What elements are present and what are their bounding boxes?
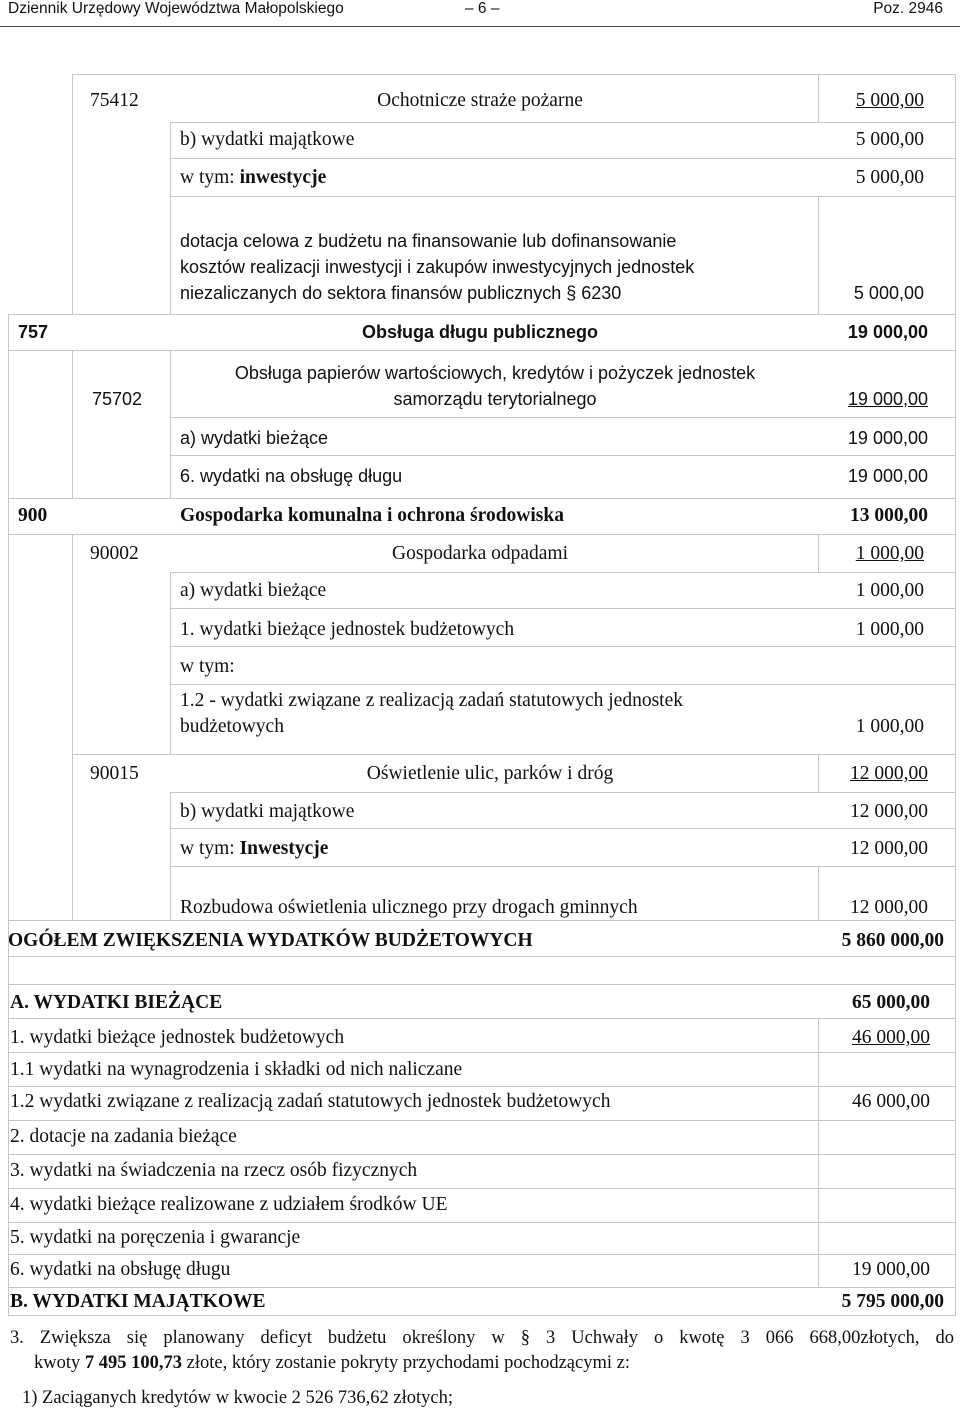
grid-line (170, 350, 171, 498)
investments-row: w tym: inwestycje (180, 167, 327, 188)
current-total-amount: 65 000,00 (852, 992, 930, 1013)
position-number: Poz. 2946 (873, 0, 943, 17)
page-number: – 6 – (465, 0, 500, 17)
deficit-item-1: 1) Zaciąganych kredytów w kwocie 2 526 736,62 złotych; (22, 1388, 454, 1408)
grid-line (8, 1222, 956, 1223)
chapter-title-line-2: samorządu terytorialnego (393, 389, 597, 409)
grid-line (170, 196, 956, 197)
list-item-label: 3. wydatki na świadczenia na rzecz osób fizycznych (10, 1160, 418, 1181)
grid-line (8, 1315, 956, 1316)
investments-amount: 5 000,00 (855, 167, 924, 188)
grid-line (72, 754, 956, 755)
chapter-title: Gospodarka odpadami (392, 543, 568, 564)
capital-total-label: B. WYDATKI MAJĄTKOWE (10, 1291, 266, 1312)
subsidy-line-3: niezaliczanych do sektora finansów publicznych § 6230 (180, 283, 622, 303)
current-expenses-amount: 19 000,00 (847, 428, 928, 448)
list-item-label: 2. dotacje na zadania bieżące (10, 1126, 237, 1147)
grid-line (955, 74, 956, 1315)
grid-line (72, 534, 73, 920)
grid-line (8, 1120, 956, 1121)
current-total-label: A. WYDATKI BIEŻĄCE (10, 992, 223, 1013)
grid-line (170, 572, 171, 754)
investments-amount: 12 000,00 (850, 838, 928, 859)
current-expenses-label: a) wydatki bieżące (180, 428, 329, 448)
section-amount: 13 000,00 (850, 505, 928, 526)
grid-line (170, 608, 956, 609)
grid-line (8, 920, 956, 921)
statutory-amount: 1 000,00 (855, 716, 924, 737)
list-item-label: 1.2 wydatki związane z realizacją zadań statutowych jednostek budżetowych (10, 1091, 611, 1112)
subsidy-line-2: kosztów realizacji inwestycji i zakupów inwestycyjnych jednostek (180, 257, 695, 277)
chapter-title-line-1: Obsługa papierów wartościowych, kredytów i pożyczek jednostek (234, 363, 756, 383)
project-label: Rozbudowa oświetlenia ulicznego przy drogach gminnych (180, 897, 638, 918)
budget-units-label: 1. wydatki bieżące jednostek budżetowych (180, 619, 515, 640)
deficit-paragraph-line-1: 3. Zwiększa się planowany deficyt budżetu określony w § 3 Uchwały o kwotę 3 066 668,00złotych, do (10, 1328, 954, 1348)
grid-line (170, 455, 956, 456)
capital-expenses-label: b) wydatki majątkowe (180, 801, 355, 822)
chapter-amount: 1 000,00 (855, 543, 924, 564)
grid-line (72, 74, 956, 75)
current-expenses-amount: 1 000,00 (855, 580, 924, 601)
subsidy-line-1: dotacja celowa z budżetu na finansowanie lub dofinansowanie (180, 231, 677, 251)
list-item-label: 1. wydatki bieżące jednostek budżetowych (10, 1027, 345, 1048)
grid-line (72, 74, 73, 314)
chapter-title: Oświetlenie ulic, parków i dróg (366, 763, 614, 784)
grid-line (8, 1254, 956, 1255)
grid-line (170, 646, 956, 647)
grid-line (8, 956, 956, 957)
capital-expenses-amount: 12 000,00 (850, 801, 928, 822)
subsidy-amount: 5 000,00 (853, 283, 924, 303)
section-amount: 19 000,00 (847, 322, 928, 342)
grid-line (8, 984, 956, 985)
grid-line (818, 1018, 819, 1287)
page-header (0, 0, 960, 26)
chapter-amount: 5 000,00 (855, 90, 924, 111)
deficit-paragraph-line-2: kwoty 7 495 100,73 złote, który zostanie pokryty przychodami pochodzącymi z: (34, 1353, 630, 1373)
grid-line (8, 1052, 956, 1053)
grid-line (8, 1018, 956, 1019)
debt-service-amount: 19 000,00 (847, 466, 928, 486)
total-label: OGÓŁEM ZWIĘKSZENIA WYDATKÓW BUDŻETOWYCH (8, 930, 533, 951)
grid-line (8, 314, 956, 315)
grid-line (170, 792, 956, 793)
grid-line (8, 1287, 956, 1288)
total-amount: 5 860 000,00 (841, 930, 944, 951)
grid-line (170, 417, 956, 418)
current-expenses-label: a) wydatki bieżące (180, 580, 327, 601)
grid-line (8, 1188, 956, 1189)
grid-line (170, 684, 956, 685)
section-code: 757 (18, 322, 49, 342)
of-which-label: w tym: (180, 656, 235, 677)
project-amount: 12 000,00 (850, 897, 928, 918)
statutory-line-2: budżetowych (180, 716, 284, 737)
list-item-label: 4. wydatki bieżące realizowane z udziałem środków UE (10, 1194, 448, 1215)
chapter-code: 75412 (90, 90, 139, 111)
grid-line (170, 572, 956, 573)
list-item-label: 6. wydatki na obsługę długu (10, 1259, 231, 1280)
grid-line (170, 866, 956, 867)
grid-line (170, 158, 956, 159)
list-item-amount: 46 000,00 (852, 1027, 930, 1048)
chapter-code: 75702 (92, 389, 143, 409)
chapter-code: 90002 (90, 543, 139, 564)
header-rule (0, 26, 960, 27)
capital-total-amount: 5 795 000,00 (841, 1291, 944, 1312)
section-title: Gospodarka komunalna i ochrona środowiska (180, 505, 564, 526)
grid-line (8, 498, 956, 499)
grid-line (170, 792, 171, 920)
journal-title: Dziennik Urzędowy Województwa Małopolskiego (8, 0, 344, 17)
statutory-line-1: 1.2 - wydatki związane z realizacją zadań statutowych jednostek (180, 690, 683, 711)
chapter-title: Ochotnicze straże pożarne (377, 90, 583, 111)
chapter-code: 90015 (90, 763, 139, 784)
list-item-label: 5. wydatki na poręczenia i gwarancje (10, 1227, 301, 1248)
chapter-amount: 12 000,00 (850, 763, 928, 784)
debt-service-label: 6. wydatki na obsługę długu (180, 466, 403, 486)
grid-line (170, 122, 171, 314)
grid-line (170, 122, 956, 123)
grid-line (8, 1154, 956, 1155)
list-item-amount: 46 000,00 (852, 1091, 930, 1112)
section-title: Obsługa długu publicznego (362, 322, 598, 342)
budget-units-amount: 1 000,00 (855, 619, 924, 640)
section-code: 900 (18, 505, 48, 526)
list-item-amount: 19 000,00 (852, 1259, 930, 1280)
grid-line (8, 350, 956, 351)
list-item-label: 1.1 wydatki na wynagrodzenia i składki od nich naliczane (10, 1059, 463, 1080)
investments-row: w tym: Inwestycje (180, 838, 329, 859)
capital-expenses-amount: 5 000,00 (855, 129, 924, 150)
grid-line (72, 350, 73, 498)
capital-expenses-label: b) wydatki majątkowe (180, 129, 355, 150)
grid-line (170, 828, 956, 829)
chapter-amount: 19 000,00 (847, 389, 928, 409)
grid-line (8, 314, 9, 1315)
grid-line (8, 534, 956, 535)
grid-line (8, 1086, 956, 1087)
